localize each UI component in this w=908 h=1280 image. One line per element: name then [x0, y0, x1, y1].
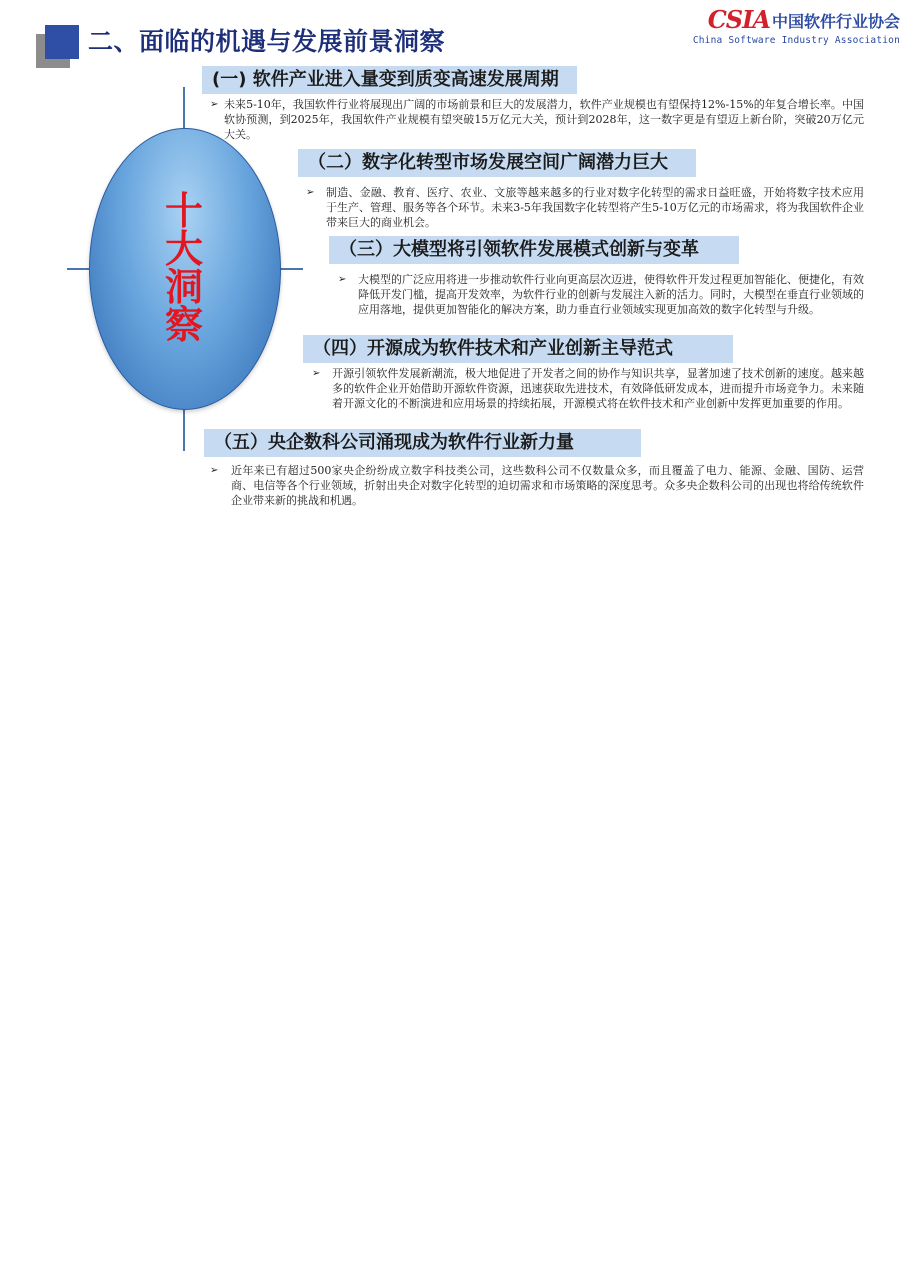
logo-chinese-name: 中国软件行业协会 [771, 12, 900, 31]
logo-mark: CSIA [707, 5, 770, 34]
section-5-body: 近年来已有超过500家央企纷纷成立数字科技类公司，这些数科公司不仅数量众多，而且覆盖了电力、能源、金融、国防、运营商、电信等各个行业领域，折射出央企对数字化转型的迫切需求和市场策略的深度思考。众多央企数科公司的出现也将给传统软件企业带来新的挑战和机遇。 [231, 464, 864, 507]
bullet-arrow-icon: ➢ [312, 368, 321, 379]
section-1-heading: (一) 软件产业进入量变到质变高速发展周期 [202, 66, 577, 94]
bullet-arrow-icon: ➢ [338, 274, 347, 285]
title-square-icon [45, 25, 79, 59]
section-2-body: 制造、金融、教育、医疗、农业、文旅等越来越多的行业对数字化转型的需求日益旺盛，开始将数字技术应用于生产、管理、服务等各个环节。未来3-5年我国数字化转型将产生5-10万亿元的市场需求，将为我国软件企业带来巨大的商业机会。 [326, 186, 864, 229]
section-4-body: 开源引领软件发展新潮流，极大地促进了开发者之间的协作与知识共享，显著加速了技术创新的速度。越来越多的软件企业开始借助开源软件资源，迅速获取先进技术，有效降低研发成本，进而提升市场竞争力。未来随着开源文化的不断演进和应用场景的持续拓展，开源模式将在软件技术和产业创新中发挥更加重要的作用。 [332, 367, 864, 410]
bullet-arrow-icon: ➢ [306, 187, 315, 198]
bullet-arrow-icon: ➢ [210, 99, 219, 110]
page-title: 二、面临的机遇与发展前景洞察 [88, 27, 446, 56]
section-3-body: 大模型的广泛应用将进一步推动软件行业向更高层次迈进，使得软件开发过程更加智能化、便捷化，有效降低开发门槛，提高开发效率，为软件行业的创新与发展注入新的活力。同时，大模型在垂直行业领域的应用落地，提供更加智能化的解决方案，助力垂直行业领域实现更加高效的数字化转型与升级。 [358, 273, 864, 316]
oval-center-text: 十大洞察 [164, 189, 203, 347]
section-3-heading: （三）大模型将引领软件发展模式创新与变革 [329, 236, 739, 264]
section-4-heading: （四）开源成为软件技术和产业创新主导范式 [303, 335, 733, 363]
bullet-arrow-icon: ➢ [210, 465, 219, 476]
section-5-heading: （五）央企数科公司涌现成为软件行业新力量 [204, 429, 641, 457]
csia-logo [692, 5, 900, 46]
logo-english-name: China Software Industry Association [692, 35, 900, 46]
section-2-heading: （二）数字化转型市场发展空间广阔潜力巨大 [298, 149, 696, 177]
section-1-body: 未来5-10年，我国软件行业将展现出广阔的市场前景和巨大的发展潜力，软件产业规模也有望保持12%-15%的年复合增长率。中国软协预测，到2025年，我国软件产业规模有望突破15万亿元大关，预计到2028年，这一数字更是有望迈上新台阶，突破20万亿元大关。 [224, 98, 864, 141]
